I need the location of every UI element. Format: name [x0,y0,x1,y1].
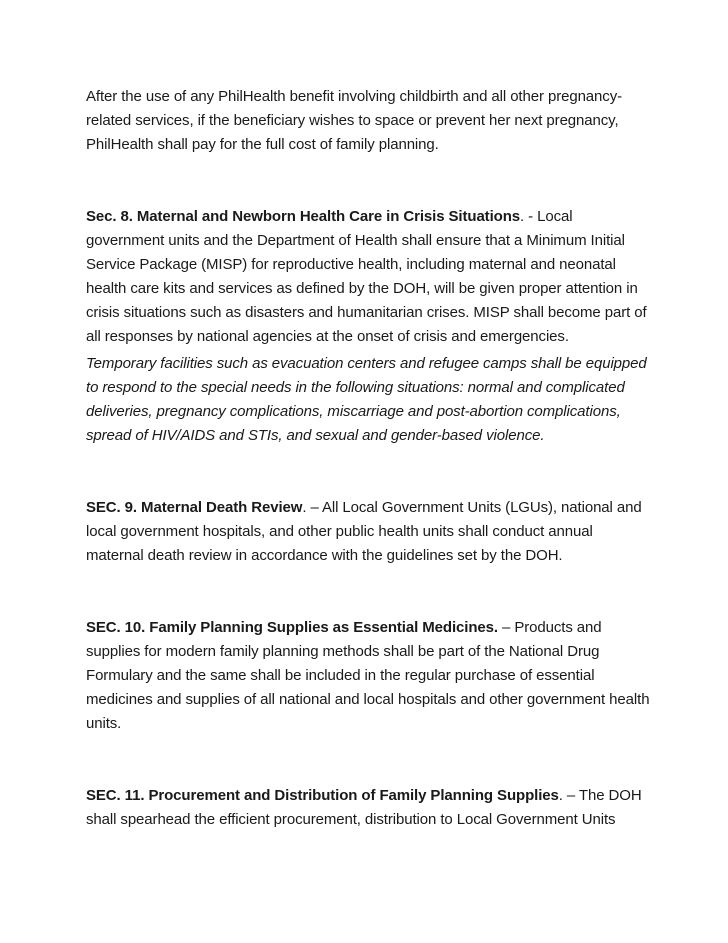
sec11-paragraph [86,784,652,832]
document-page [86,85,652,832]
sec8-heading: Sec. 8. Maternal and Newborn Health Care in Crisis Situations [86,208,521,225]
sec11-body: . – The DOH shall spearhead the efficient procurement, distribution to Local Government Units [86,787,642,828]
sec9-body: . – All Local Government Units (LGUs), national and local government hospitals, and other public health units shall conduct annual maternal death review in accordance with the guidelines set by the DOH. [86,499,642,564]
sec8-body: . - Local government units and the Department of Health shall ensure that a Minimum Initial Service Package (MISP) for reproductive health, including maternal and neonatal health care kits and services as defined by the DOH, will be given proper attention in crisis situations such as disasters and humanitarian crises. MISP shall become part of all responses by national agencies at the onset of crisis and emergencies. [86,208,647,345]
sec9-heading: SEC. 9. Maternal Death Review [86,499,303,516]
sec9-paragraph [86,496,652,568]
sec11-heading: SEC. 11. Procurement and Distribution of Family Planning Supplies [86,787,559,804]
sec8-italic-paragraph: Temporary facilities such as evacuation centers and refugee camps shall be equipped to respond to the special needs in the following situations: normal and complicated deliveries, pregnancy complications, miscarriage and post-abortion complications, spread of HIV/AIDS and STIs, and sexual and gender-based violence. [86,355,647,444]
sec10-body: – Products and supplies for modern family planning methods shall be part of the National Drug Formulary and the same shall be included in the regular purchase of essential medicines and supplies of all national and local hospitals and other government health units. [86,619,650,732]
philhealth-paragraph: After the use of any PhilHealth benefit involving childbirth and all other pregnancy-related services, if the beneficiary wishes to space or prevent her next pregnancy, PhilHealth shall pay for the full cost of family planning. [86,88,622,153]
sec10-heading: SEC. 10. Family Planning Supplies as Essential Medicines. [86,619,498,636]
sec10-paragraph [86,616,652,736]
sec8-paragraph [86,205,652,349]
